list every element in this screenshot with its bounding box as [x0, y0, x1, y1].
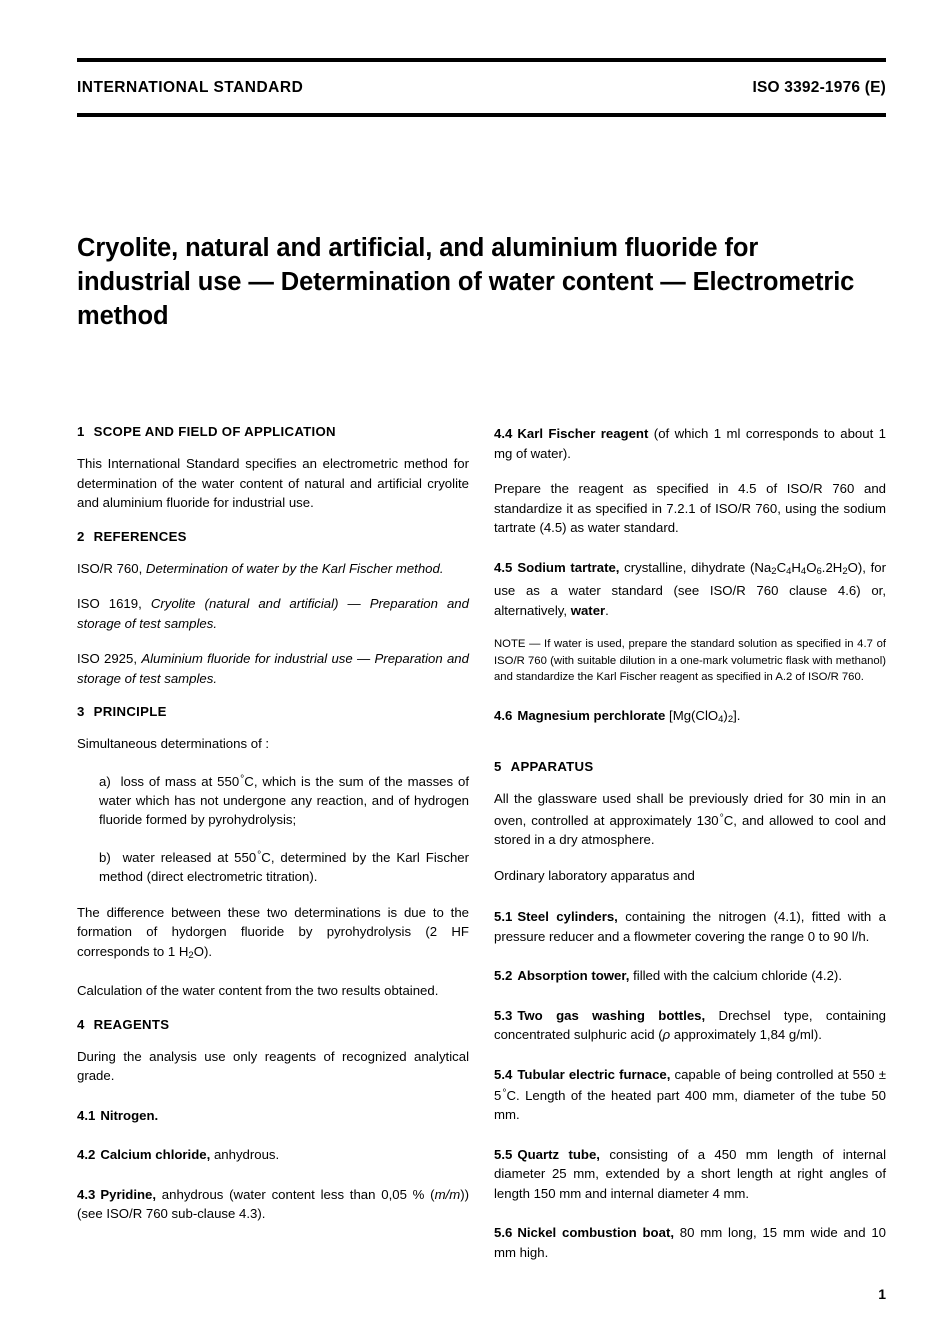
principle-item-a: [99, 770, 469, 830]
degree-icon: °: [240, 773, 245, 785]
reagent-detail: anhydrous.: [210, 1147, 280, 1163]
section-number-4: 4: [77, 1016, 85, 1032]
reagent-name: Pyridine,: [100, 1186, 157, 1202]
reagent-item-4-6: [494, 706, 886, 730]
reagent-number: 4.6: [494, 707, 513, 723]
page-title: Cryolite, natural and artificial, and aluminium fluoride for industrial use — Determination of water content — Electrometric method: [77, 234, 855, 331]
formula-part: ].: [733, 707, 741, 723]
reagent-detail-part2: )) (see ISO/R 760 sub-clause 4.3).: [77, 1186, 469, 1222]
section-title-3: PRINCIPLE: [93, 704, 167, 719]
apparatus-number: 5.4: [494, 1066, 513, 1082]
reagent-number: 4.2: [77, 1147, 96, 1163]
page-number: 1: [878, 1286, 886, 1302]
formula-subscript: 4: [718, 713, 724, 725]
apparatus-item-5-2: [494, 966, 886, 986]
degree-icon: °: [719, 812, 724, 824]
apparatus-detail: consisting of a 450 mm length of internal diameter 25 mm, extended by a short length at right angles of length 150 mm and internal diameter 4 mm.: [494, 1146, 886, 1201]
apparatus-detail: filled with the calcium chloride (4.2).: [629, 968, 842, 984]
item-b-text-part2: C, determined by the Karl Fischer method (direct electrometric titration).: [99, 849, 469, 885]
reference-title: Determination of water by the Karl Fischer method.: [145, 560, 444, 576]
apparatus-detail-part1: Drechsel type, containing concentrated sulphuric acid (: [494, 1007, 886, 1043]
reagent-detail-tail: .: [605, 602, 609, 618]
section-heading-principle: [77, 704, 469, 719]
apparatus-number: 5.1: [494, 909, 513, 925]
reference-code: ISO 1619,: [77, 596, 142, 611]
reagent-item-4-3: [77, 1185, 469, 1224]
apparatus-name: Steel cylinders,: [517, 909, 618, 925]
reagent-number: 4.5: [494, 559, 513, 575]
header-standard-label: INTERNATIONAL STANDARD: [77, 79, 304, 96]
density-symbol: ρ: [662, 1027, 671, 1043]
formula-part: H: [791, 559, 801, 575]
reagent-number: 4.1: [77, 1107, 96, 1123]
section-heading-references: [77, 529, 469, 544]
reagent-name: Magnesium perchlorate: [517, 707, 666, 723]
formula-part: C: [776, 559, 787, 575]
apparatus-name: Two gas washing bottles,: [517, 1007, 706, 1023]
formula-part: [Mg(ClO: [665, 707, 719, 723]
formula-part: .2H: [821, 559, 843, 575]
reagent-item-4-5: [494, 558, 886, 621]
difference-text-part2: O).: [193, 943, 213, 959]
principle-lead: Simultaneous determinations of :: [77, 736, 270, 751]
reference-code: ISO/R 760,: [77, 560, 143, 576]
mass-fraction-symbol: m/m: [434, 1186, 461, 1202]
section-title-2: REFERENCES: [93, 528, 187, 544]
item-a-text-part1: loss of mass at 550: [120, 773, 240, 789]
apparatus-ordinary-paragraph: Ordinary laboratory apparatus and: [494, 867, 695, 883]
reagent-name: Karl Fischer reagent: [517, 426, 649, 441]
formula-part: O: [806, 559, 817, 575]
header-rule-top: [77, 58, 886, 62]
formula-subscript: 4: [786, 565, 792, 577]
section-number-5: 5: [494, 759, 502, 775]
header-standard-number: ISO 3392-1976 (E): [752, 79, 886, 96]
principle-item-b: [99, 846, 469, 887]
apparatus-detail: containing the nitrogen (4.1), fitted with a pressure reducer and a flowmeter covering the range 0 to 90 l/h.: [494, 909, 886, 944]
apparatus-detail-part2: C. Length of the heated part 400 mm, diameter of the tube 50 mm.: [494, 1087, 886, 1123]
reagent-item-4-2: [77, 1145, 469, 1165]
apparatus-number: 5.5: [494, 1146, 513, 1162]
apparatus-number: 5.3: [494, 1007, 513, 1023]
right-column: [494, 424, 886, 1282]
reagent-detail-part1: anhydrous (water content less than 0,05 % (: [156, 1186, 435, 1202]
reference-code: ISO 2925,: [77, 651, 138, 666]
section-title-5: APPARATUS: [510, 759, 594, 775]
principle-calculation-paragraph: Calculation of the water content from the two results obtained.: [77, 983, 439, 999]
formula-subscript: 4: [800, 565, 807, 577]
reference-title: Cryolite (natural and artificial) — Preparation and storage of test samples.: [77, 596, 469, 631]
left-column: [77, 424, 469, 1282]
formula-part: ): [723, 707, 728, 723]
header-rule-bottom: [77, 113, 886, 117]
reagent-number: 4.4: [494, 426, 513, 441]
difference-text-part1: The difference between these two determinations is due to the formation of hydorgen fluoride by pyrohydrolysis (2 HF corresponds to 1 H: [77, 904, 469, 959]
principle-difference-paragraph: [77, 903, 469, 966]
reagent-detail-mid: crystalline, dihydrate (Na: [619, 559, 772, 575]
water-standard-bold: water: [570, 602, 606, 618]
reagent-name: Calcium chloride,: [100, 1147, 211, 1163]
reference-title: Aluminium fluoride for industrial use — Preparation and storage of test samples.: [77, 651, 469, 686]
section-number-1: 1: [77, 424, 85, 439]
reagent-name: Nitrogen.: [100, 1107, 159, 1123]
apparatus-glassware-paragraph: [494, 789, 886, 849]
scope-paragraph: This International Standard specifies an electrometric method for determination of the water content of natural and artificial cryolite and aluminium fluoride for industrial use.: [77, 456, 469, 510]
item-b-text-part1: water released at 550: [122, 849, 257, 865]
glassware-text-part2: C, and allowed to cool and stored in a dry atmosphere.: [494, 812, 886, 848]
body-columns: [77, 424, 886, 1282]
apparatus-number: 5.2: [494, 968, 513, 984]
apparatus-detail-part2: approximately 1,84 g/ml).: [670, 1027, 822, 1043]
apparatus-name: Quartz tube,: [517, 1146, 600, 1162]
item-a-text-part2: C, which is the sum of the masses of water which has not undergone any reaction, and of hydrogen fluoride formed by pyrohydrolysis;: [99, 773, 470, 828]
apparatus-detail-part1: capable of being controlled at 550 ± 5: [494, 1066, 886, 1103]
section-title-4: REAGENTS: [93, 1016, 170, 1032]
section-heading-apparatus: [494, 759, 886, 774]
apparatus-name: Nickel combustion boat,: [517, 1225, 675, 1241]
apparatus-item-5-4: [494, 1065, 886, 1125]
document-header: [77, 79, 886, 97]
section-number-2: 2: [77, 528, 85, 544]
note-block: NOTE — If water is used, prepare the standard solution as specified in 4.7 of ISO/R 760 (with suitable dilution in a one-mark volumetric flask with methanol) and standardize the Karl Fischer reagent as specified in A.2 of ISO/R 760.: [494, 638, 886, 684]
item-a-label: a): [99, 773, 111, 789]
reagent-name: Sodium tartrate,: [517, 559, 620, 575]
apparatus-name: Tubular electric furnace,: [517, 1066, 671, 1082]
apparatus-name: Absorption tower,: [517, 968, 630, 984]
formula-subscript: 2: [842, 565, 848, 577]
degree-icon: °: [502, 1088, 507, 1100]
section-title-1: SCOPE AND FIELD OF APPLICATION: [93, 424, 336, 439]
formula-subscript: 6: [816, 565, 822, 577]
item-b-label: b): [99, 849, 111, 865]
reagent-item-4-1: [77, 1106, 469, 1126]
formula-part: O), for use as a water standard (see ISO/R 760 clause 4.6) or, alternatively,: [494, 559, 886, 618]
section-heading-scope: [77, 424, 469, 439]
reference-item: [77, 594, 469, 633]
apparatus-item-5-3: [494, 1006, 886, 1045]
reference-item: [77, 559, 469, 579]
reagents-intro: During the analysis use only reagents of recognized analytical grade.: [77, 1048, 469, 1084]
degree-icon: °: [257, 849, 262, 861]
section-heading-reagents: [77, 1017, 469, 1032]
apparatus-item-5-6: [494, 1223, 886, 1262]
reagent-number: 4.3: [77, 1186, 96, 1202]
formula-subscript: 2: [188, 949, 194, 961]
apparatus-detail: 80 mm long, 15 mm wide and 10 mm high.: [494, 1225, 886, 1260]
formula-subscript: 2: [771, 565, 777, 577]
glassware-text-part1: All the glassware used shall be previously dried for 30 min in an oven, controlled at approximately 130: [494, 791, 886, 828]
reagent-item-4-4: [494, 424, 886, 463]
reference-item: [77, 649, 469, 688]
formula-subscript: 2: [727, 713, 734, 725]
section-number-3: 3: [77, 704, 85, 719]
karl-fischer-preparation-paragraph: Prepare the reagent as specified in 4.5 of ISO/R 760 and standardize it as specified in 7.2.1 of ISO/R 760, using the sodium tartrate (4.5) as water standard.: [494, 481, 886, 535]
apparatus-number: 5.6: [494, 1225, 513, 1241]
reagent-detail: (of which 1 ml corresponds to about 1 mg of water).: [494, 426, 886, 461]
apparatus-item-5-5: [494, 1145, 886, 1204]
apparatus-item-5-1: [494, 907, 886, 946]
